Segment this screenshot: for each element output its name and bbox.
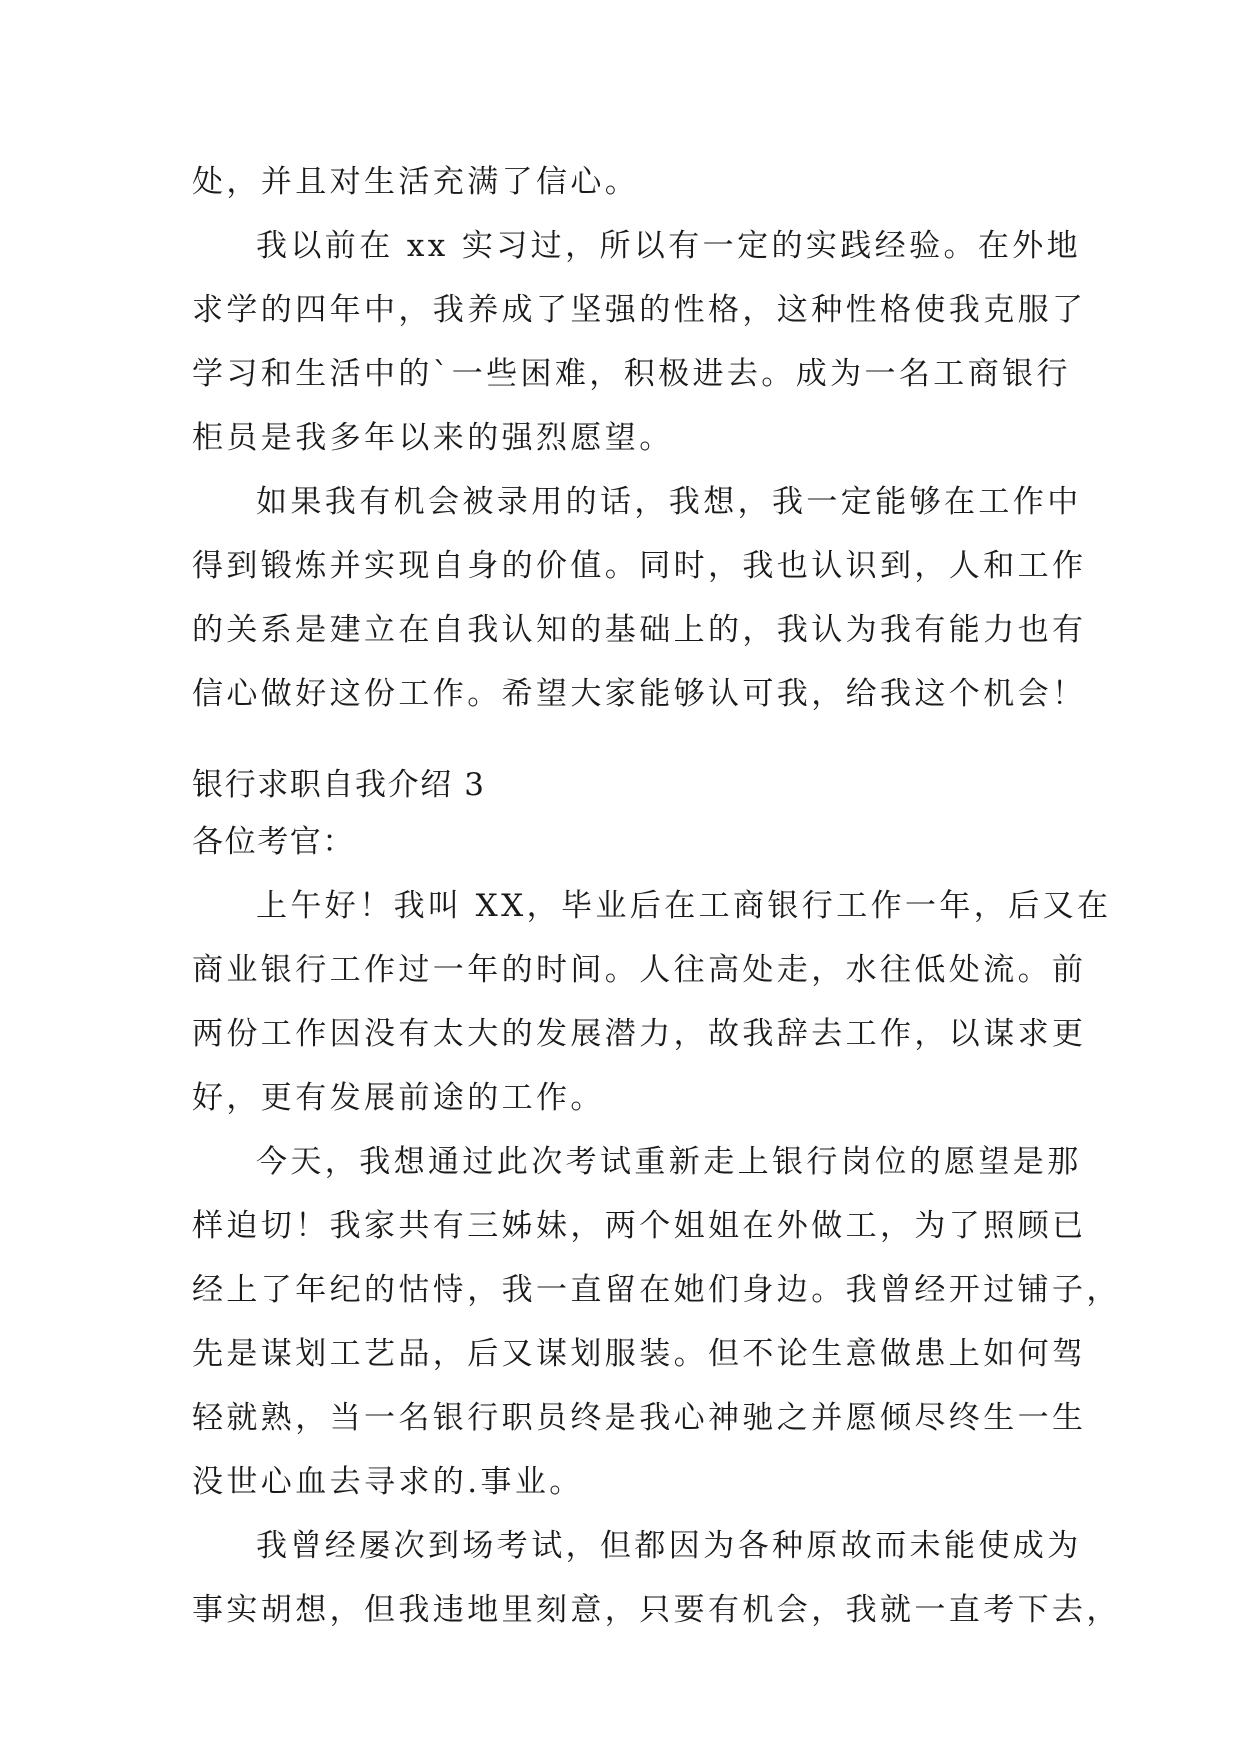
text-line: 好，更有发展前途的工作。 <box>192 1080 605 1116</box>
text-line: 经上了年纪的怙恃，我一直留在她们身边。我曾经开过铺子， <box>192 1272 1121 1308</box>
text-line: 先是谋划工艺品，后又谋划服装。但不论生意做患上如何驾 <box>192 1336 1087 1372</box>
text-line: 样迫切！我家共有三姊妹，两个姐姐在外做工，为了照顾已 <box>192 1208 1087 1244</box>
text-line: 轻就熟，当一名银行职员终是我心神驰之并愿倾尽终生一生 <box>192 1400 1087 1436</box>
paragraph-first-line: 我曾经屡次到场考试，但都因为各种原故而未能使成为 <box>256 1528 1082 1564</box>
section-heading: 银行求职自我介绍 3 <box>192 767 486 803</box>
text-line: 柜员是我多年以来的强烈愿望。 <box>192 420 674 456</box>
paragraph-first-line: 如果我有机会被录用的话，我想，我一定能够在工作中 <box>256 484 1082 520</box>
text-line: 求学的四年中，我养成了坚强的性格，这种性格使我克服了 <box>192 292 1087 328</box>
text-line: 事实胡想，但我违地里刻意，只要有机会，我就一直考下去， <box>192 1592 1121 1628</box>
text-line: 学习和生活中的`一些困难，积极进去。成为一名工商银行 <box>192 356 1071 392</box>
paragraph-first-line: 我以前在 xx 实习过，所以有一定的实践经验。在外地 <box>256 228 1082 264</box>
paragraph-first-line: 上午好！我叫 XX，毕业后在工商银行工作一年，后又在 <box>256 888 1112 924</box>
salutation: 各位考官： <box>192 824 355 860</box>
text-line: 的关系是建立在自我认知的基础上的，我认为我有能力也有 <box>192 612 1087 648</box>
text-line: 商业银行工作过一年的时间。人往高处走，水往低处流。前 <box>192 952 1087 988</box>
paragraph-first-line: 今天，我想通过此次考试重新走上银行岗位的愿望是那 <box>256 1144 1082 1180</box>
text-line: 没世心血去寻求的.事业。 <box>192 1464 584 1500</box>
text-line: 得到锻炼并实现自身的价值。同时，我也认识到，人和工作 <box>192 548 1087 584</box>
text-line: 信心做好这份工作。希望大家能够认可我，给我这个机会！ <box>192 676 1087 712</box>
text-line: 两份工作因没有太大的发展潜力，故我辞去工作，以谋求更 <box>192 1016 1087 1052</box>
text-line: 处，并且对生活充满了信心。 <box>192 164 640 200</box>
